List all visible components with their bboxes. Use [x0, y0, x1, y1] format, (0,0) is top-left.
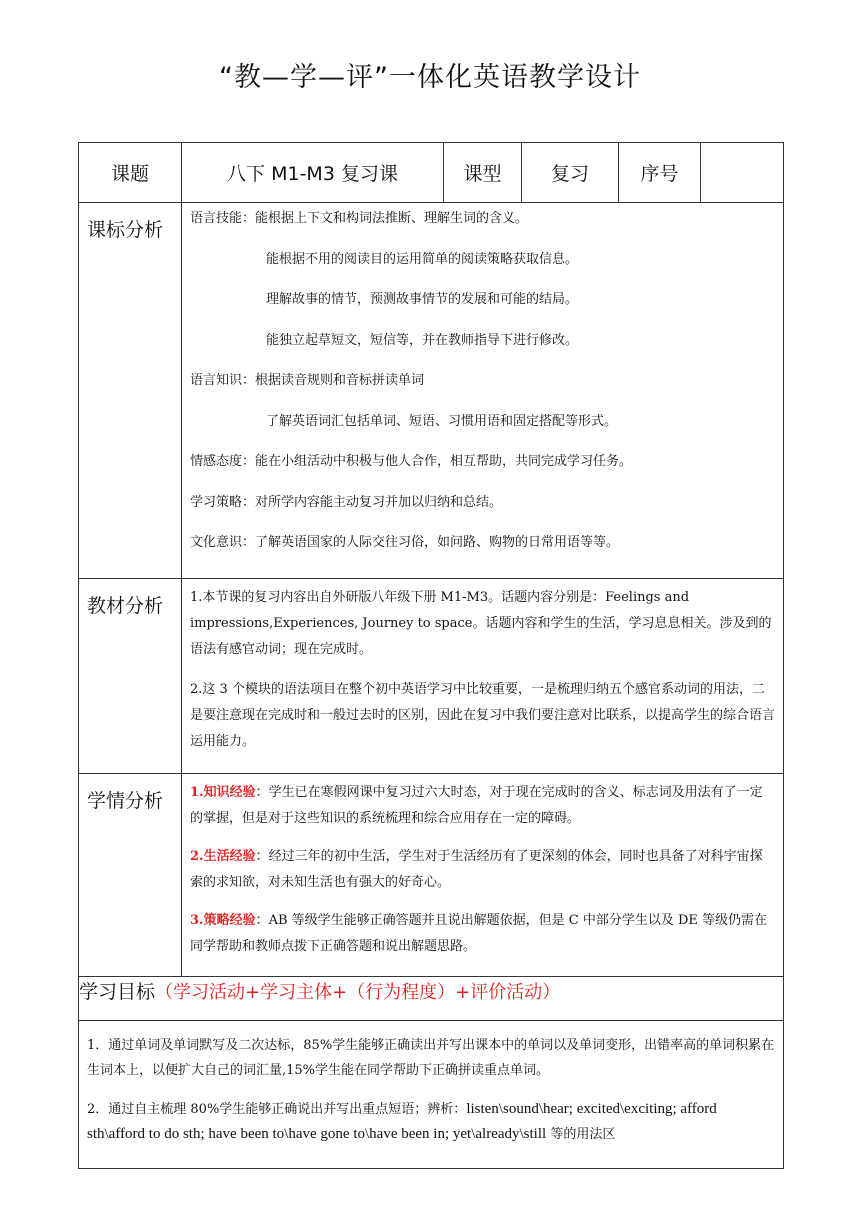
learner-item-head: 2.生活经验： — [190, 848, 269, 864]
learner-item-text: AB 等级学生能够正确答题并且说出解题依据，但是 C 中部分学生以及 DE 等级仍需在同学帮助和教师点拨下正确答题和说出解题思路。 — [190, 912, 768, 954]
curriculum-line: 语言技能：能根据上下文和构词法推断、理解生词的含义。 — [190, 211, 529, 226]
textbook-content — [182, 578, 784, 773]
curriculum-line: 学习策略：对所学内容能主动复习并加以归纳和总结。 — [190, 494, 503, 510]
type-value: 复习 — [522, 143, 619, 203]
textbook-paragraph: 1.本节课的复习内容出自外研版八年级下册 M1-M3。话题内容分别是：Feelings and impressions,Experiences, Journey to space。话题内容和学生的生活，学习息息相关。涉及到的语法有感官动词；现在完成时。 — [190, 589, 772, 657]
learner-item-head: 3.策略经验： — [190, 912, 269, 928]
learner-item — [190, 780, 775, 832]
learner-item-text: 经过三年的初中生活，学生对于生活经历有了更深刻的体会，同时也具备了对科宇宙探索的求知欲，对未知生活也有强大的好奇心。 — [190, 848, 763, 890]
topic-value: 八下 M1-M3 复习课 — [182, 143, 444, 203]
goals-label: 学习目标 — [79, 980, 156, 1003]
learner-item-text: 学生已在寒假网课中复习过六大时态，对于现在完成时的含义、标志词及用法有了一定的掌握，但是对于这些知识的系统梳理和综合应用存在一定的障碍。 — [190, 784, 763, 826]
learners-label: 学情分析 — [79, 773, 182, 976]
serial-label: 序号 — [619, 143, 701, 203]
goals-row — [79, 1020, 784, 1168]
learner-item-head: 1.知识经验： — [190, 784, 269, 800]
textbook-paragraph: 2.这 3 个模块的语法项目在整个初中英语学习中比较重要，一是梳理归纳五个感官系动词的用法，二是要注意现在完成时和一般过去时的区别，因此在复习中我们要注意对比联系，以提高学生的综合语言运用能力。 — [190, 681, 776, 749]
curriculum-line: 了解英语词汇包括单词、短语、习惯用语和固定搭配等形式。 — [266, 413, 618, 429]
goal-item: 1．通过单词及单词默写及二次达标，85%学生能够正确读出并写出课本中的单词以及单词变形，出错率高的单词积累在生词本上，以便扩大自己的词汇量,15%学生能在同学帮助下正确拼读重点单词。 — [87, 1037, 775, 1078]
header-row — [79, 143, 784, 203]
goals-heading — [79, 976, 784, 1020]
goal-item-english: listen\sound\hear; excited\exciting; afford sth\afford to do sth; have been to\have gone to\have been in; yet\already\still — [87, 1100, 717, 1142]
learner-item — [190, 844, 775, 896]
serial-value — [701, 143, 784, 203]
curriculum-line: 语言知识：根据读音规则和音标拼读单词 — [190, 373, 425, 388]
curriculum-line: 理解故事的情节，预测故事情节的发展和可能的结局。 — [266, 292, 579, 307]
topic-label: 课题 — [79, 143, 182, 203]
curriculum-label: 课标分析 — [79, 203, 182, 579]
curriculum-content — [182, 203, 784, 579]
curriculum-row — [79, 203, 784, 579]
curriculum-line: 文化意识：了解英语国家的人际交往习俗，如问路、购物的日常用语等等。 — [190, 535, 620, 550]
lesson-plan-table — [78, 142, 784, 1169]
goal-item — [87, 1097, 775, 1147]
goals-content — [79, 1020, 784, 1168]
curriculum-line: 能根据不用的阅读目的运用简单的阅读策略获取信息。 — [266, 251, 579, 267]
goal-item-text: 2．通过自主梳理 80%学生能够正确说出并写出重点短语；辨析： — [87, 1101, 467, 1117]
goals-heading-row — [79, 976, 784, 1020]
learner-item — [190, 908, 775, 960]
textbook-label: 教材分析 — [79, 578, 182, 773]
curriculum-line: 情感态度：能在小组活动中积极与他人合作，相互帮助，共同完成学习任务。 — [190, 454, 633, 469]
textbook-row — [79, 578, 784, 773]
goals-note: （学习活动+学习主体+（行为程度）+评价活动） — [155, 981, 561, 1003]
curriculum-line: 能独立起草短文，短信等，并在教师指导下进行修改。 — [266, 332, 579, 348]
type-label: 课型 — [444, 143, 522, 203]
learners-row — [79, 773, 784, 976]
document-title: “教—学—评”一体化英语教学设计 — [219, 62, 641, 93]
goal-item-text: 等的用法区 — [546, 1126, 616, 1142]
learners-content — [182, 773, 784, 976]
